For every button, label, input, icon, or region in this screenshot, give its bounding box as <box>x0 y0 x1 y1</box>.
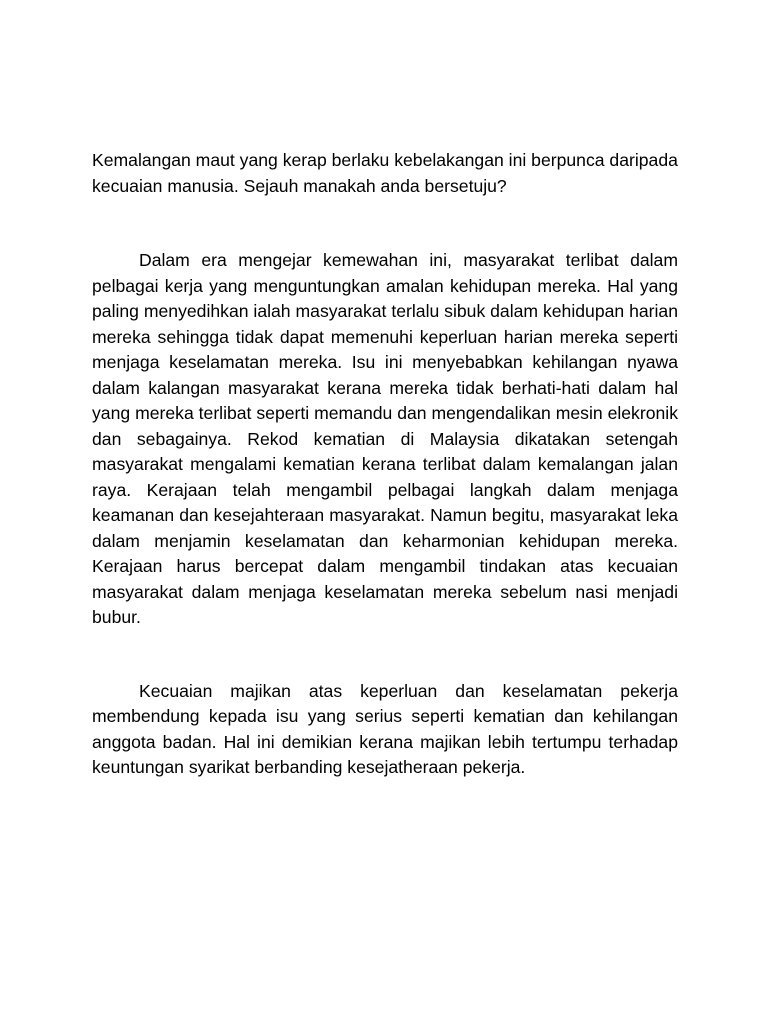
document-page <box>92 148 678 781</box>
essay-question: Kemalangan maut yang kerap berlaku kebelakangan ini berpunca daripada kecuaian manusia. Sejauh manakah anda bersetuju? <box>92 150 678 196</box>
essay-paragraph-1: Dalam era mengejar kemewahan ini, masyarakat terlibat dalam pelbagai kerja yang menguntungkan amalan kehidupan mereka. Hal yang paling menyedihkan ialah masyarakat terlalu sibuk dalam kehidupan harian mereka sehingga tidak dapat memenuhi keperluan harian mereka seperti menjaga keselamatan mereka. Isu ini menyebabkan kehilangan nyawa dalam kalangan masyarakat kerana mereka tidak berhati-hati dalam hal yang mereka terlibat seperti memandu dan mengendalikan mesin elekronik dan sebagainya. Rekod kematian di Malaysia dikatakan setengah masyarakat mengalami kematian kerana terlibat dalam kemalangan jalan raya. Kerajaan telah mengambil pelbagai langkah dalam menjaga keamanan dan kesejahteraan masyarakat. Namun begitu, masyarakat leka dalam menjamin keselamatan dan keharmonian kehidupan mereka. Kerajaan harus bercepat dalam mengambil tindakan atas kecuaian masyarakat dalam menjaga keselamatan mereka sebelum nasi menjadi bubur. <box>92 250 678 627</box>
essay-paragraph-2: Kecuaian majikan atas keperluan dan keselamatan pekerja membendung kepada isu yang serius seperti kematian dan kehilangan anggota badan. Hal ini demikian kerana majikan lebih tertumpu terhadap keuntungan syarikat berbanding kesejatheraan pekerja. <box>92 680 678 777</box>
